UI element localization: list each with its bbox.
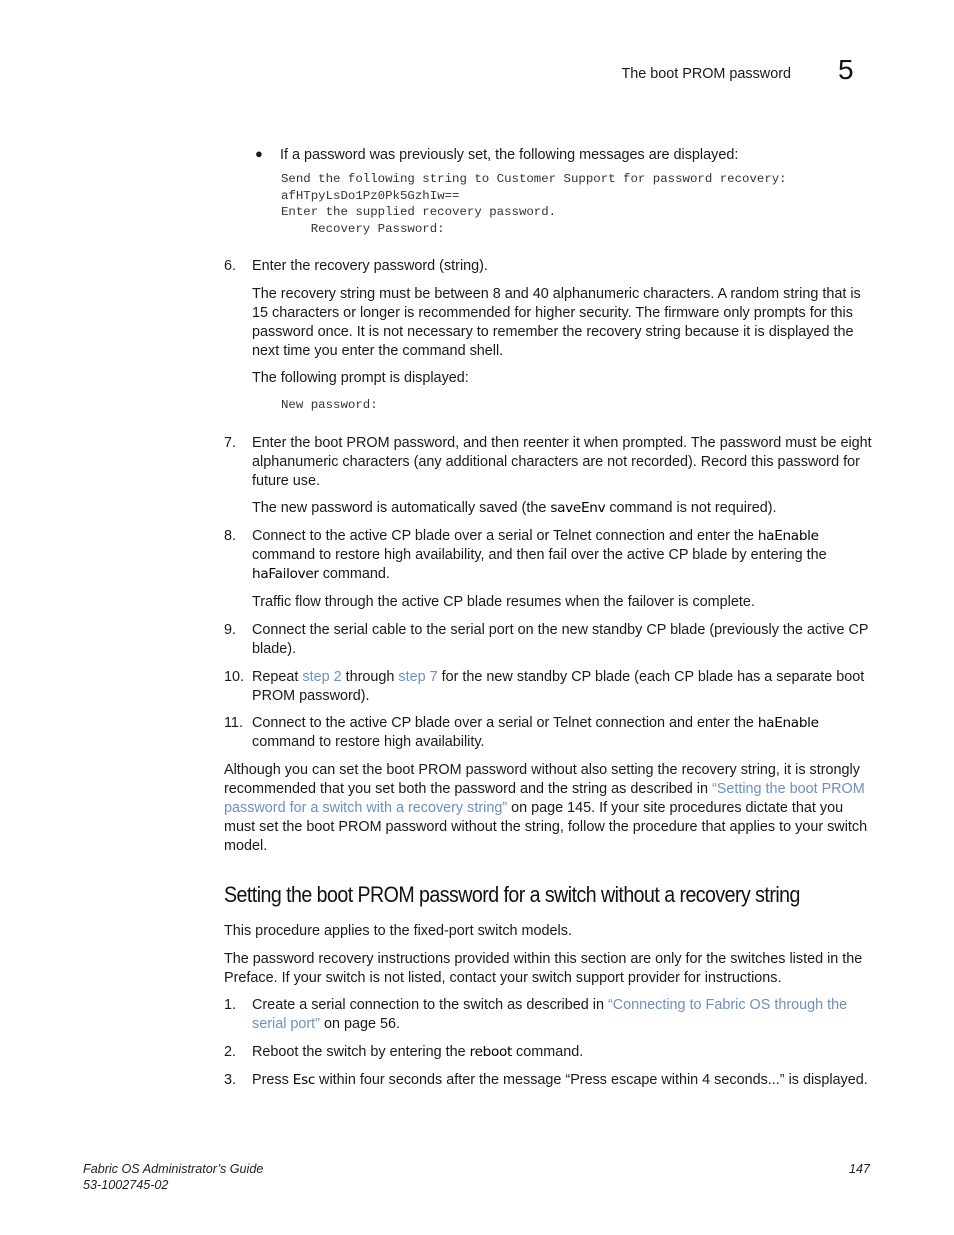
text-run: Connect to the active CP blade over a serial or Telnet connection and enter the [252, 715, 758, 731]
section-step-2-text [252, 1043, 874, 1062]
step-number: 10. [224, 669, 245, 685]
text-run: Connect to the active CP blade over a serial or Telnet connection and enter the [252, 528, 758, 544]
code-line: Recovery Password: [281, 221, 445, 236]
code-block-new-password: New password: [281, 398, 378, 412]
running-header-title: The boot PROM password [621, 66, 791, 82]
section-step-3-text [252, 1071, 874, 1090]
text-run: Create a serial connection to the switch as described in [252, 997, 608, 1013]
step-number: 6. [224, 258, 237, 274]
code-line: Enter the supplied recovery password. [281, 205, 557, 219]
step-number: 3. [224, 1072, 237, 1088]
step-7-note [252, 499, 874, 518]
command-haenable: haEnable [757, 528, 819, 544]
key-esc: Esc [292, 1072, 316, 1088]
bullet-marker: ● [255, 146, 263, 161]
chapter-number: 5 [838, 54, 854, 85]
code-line: Send the following string to Customer Support for password recovery: [281, 172, 787, 186]
code-line: afHTpyLsDo1Pz0Pk5GzhIw== [281, 188, 460, 203]
footer-page-number: 147 [848, 1162, 870, 1176]
text-run: Although you can set the boot PROM password without also setting the recovery string, it is strongly recommended that you set both the password and the string as described in [224, 762, 860, 797]
text-run: command to restore high availability, and then fail over the active CP blade by entering the [252, 547, 827, 563]
footer-book-title: Fabric OS Administrator’s Guide [83, 1162, 264, 1176]
step-8-note: Traffic flow through the active CP blade resumes when the failover is complete. [252, 594, 755, 610]
command-reboot: reboot [469, 1044, 513, 1060]
text-run: command to restore high availability. [252, 734, 485, 750]
step-6-text: Enter the recovery password (string). [252, 258, 488, 274]
code-block-recovery [281, 171, 787, 237]
step-number: 8. [224, 528, 237, 544]
text-run: Press [252, 1072, 293, 1088]
text-run: within four seconds after the message “Press escape within 4 seconds...” is displayed. [315, 1072, 868, 1088]
step-6-prompt-intro: The following prompt is displayed: [252, 370, 469, 386]
step-number: 7. [224, 435, 237, 451]
text-run: on page 145. If your site procedures dictate that you must set the boot PROM password without the string, follow the procedure that applies to your switch model. [224, 800, 868, 854]
command-hafailover: haFailover [252, 566, 319, 582]
step-number: 2. [224, 1044, 237, 1060]
text-run: The new password is automatically saved (the [252, 500, 551, 516]
closing-paragraph [224, 761, 874, 856]
section-paragraph-2: The password recovery instructions provided within this section are only for the switches listed in the Preface. If your switch is not listed, contact your switch support provider for instructions. [224, 951, 863, 986]
section-paragraph-1: This procedure applies to the fixed-port switch models. [224, 923, 572, 939]
text-run: command is not required). [605, 500, 777, 516]
command-saveenv: saveEnv [550, 500, 606, 516]
step-6-detail: The recovery string must be between 8 and 40 alphanumeric characters. A random string that is 15 characters or longer is recommended for higher security. The firmware only prompts for this password once. It is not necessary to remember the recovery string because it is displayed the next time you enter the command shell. [252, 286, 861, 359]
link-setting-boot-prom-with-recovery[interactable]: “Setting the boot PROM password for a switch with a recovery string” [224, 781, 865, 816]
step-7-text: Enter the boot PROM password, and then reenter it when prompted. The password must be eight alphanumeric characters (any additional characters are not recorded). Record this password for future use. [252, 435, 872, 489]
command-haenable: haEnable [757, 715, 819, 731]
footer-doc-number: 53-1002745-02 [83, 1178, 169, 1192]
step-8-text [252, 527, 874, 584]
step-number: 1. [224, 997, 237, 1013]
text-run: Reboot the switch by entering the [252, 1044, 470, 1060]
text-run: command. [318, 566, 390, 582]
step-9-text: Connect the serial cable to the serial port on the new standby CP blade (previously the active CP blade). [252, 622, 869, 657]
step-10-text [252, 668, 874, 706]
text-run: for the new standby CP blade (each CP blade has a separate boot PROM password). [252, 669, 865, 704]
text-run: command. [512, 1044, 584, 1060]
section-step-1-text [252, 996, 874, 1034]
bullet-text: If a password was previously set, the following messages are displayed: [280, 147, 739, 163]
step-11-text [252, 714, 874, 752]
step-number: 9. [224, 622, 237, 638]
text-run: on page 56. [319, 1016, 401, 1032]
link-step-7[interactable]: step 7 [398, 669, 438, 685]
section-heading: Setting the boot PROM password for a switch without a recovery string [224, 882, 800, 907]
text-run: through [341, 669, 399, 685]
link-step-2[interactable]: step 2 [302, 669, 342, 685]
link-connecting-serial-port[interactable]: “Connecting to Fabric OS through the serial port” [252, 997, 848, 1032]
step-number: 11. [224, 715, 243, 731]
text-run: Repeat [252, 669, 303, 685]
